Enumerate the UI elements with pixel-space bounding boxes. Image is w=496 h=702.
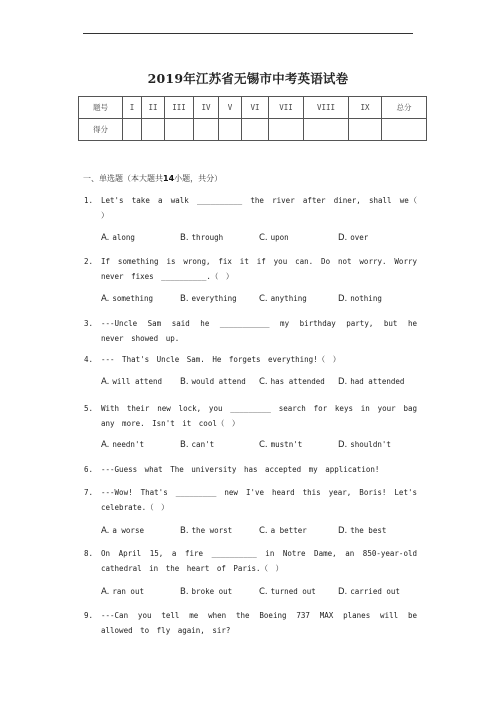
question-number: 3.: [84, 319, 94, 328]
question-3: [84, 316, 417, 346]
option-a[interactable]: A. needn't: [101, 440, 144, 450]
option-b[interactable]: B. would attend: [180, 377, 246, 387]
question-6: [84, 462, 417, 477]
score-input-cell[interactable]: [142, 119, 165, 141]
question-text: ---Wow! That's _________ new I've heard this year, Boris! Let's celebrate.（ ）: [101, 488, 417, 512]
question-text: ---Can you tell me when the Boeing 737 MAX planes will be allowed to fly again, sir?: [101, 611, 417, 635]
question-text: If something is wrong, fix it if you can. Do not worry. Worry never fixes __________.（ ）: [101, 257, 417, 281]
question-text: --- That's Uncle Sam. He forgets everything!（ ）: [101, 355, 341, 364]
question-number: 8.: [84, 549, 94, 558]
question-text: On April 15, a fire __________ in Notre Dame, an 850-year-old cathedral in the heart of Paris.（ ）: [101, 549, 417, 573]
option-d[interactable]: D. carried out: [338, 587, 400, 597]
question-7: [84, 485, 417, 515]
option-a[interactable]: A. a worse: [101, 526, 144, 536]
question-4: [84, 352, 417, 367]
question-text: Let's take a walk __________ the river after diner, shall we（ ）: [101, 196, 417, 220]
cell-part: I: [123, 97, 142, 119]
cell-part: II: [142, 97, 165, 119]
question-text: ---Guess what The university has accepted my application!: [101, 465, 380, 474]
score-input-cell[interactable]: [242, 119, 269, 141]
question-1: [84, 193, 417, 223]
question-number: 2.: [84, 257, 94, 266]
score-input-cell[interactable]: [219, 119, 242, 141]
score-input-cell[interactable]: [304, 119, 349, 141]
cell-part: VIII: [304, 97, 349, 119]
score-input-cell[interactable]: [382, 119, 427, 141]
option-a[interactable]: A. something: [101, 294, 154, 304]
score-table: [78, 96, 427, 141]
score-input-cell[interactable]: [269, 119, 304, 141]
option-b[interactable]: B. everything: [180, 294, 237, 304]
page-title: 2019年江苏省无锡市中考英语试卷: [147, 71, 349, 86]
option-d[interactable]: D. nothing: [338, 294, 382, 304]
question-text: ---Uncle Sam said he ___________ my birthday party, but he never showed up.: [101, 319, 417, 343]
option-d[interactable]: D. over: [338, 233, 369, 243]
cell-part: IV: [194, 97, 219, 119]
options-q8: [101, 587, 417, 597]
section-heading: [83, 173, 222, 184]
question-number: 7.: [84, 488, 94, 497]
cell-part: VI: [242, 97, 269, 119]
score-input-cell[interactable]: [165, 119, 194, 141]
question-8: [84, 546, 417, 576]
score-input-cell[interactable]: [123, 119, 142, 141]
options-q7: [101, 526, 417, 536]
cell-part: III: [165, 97, 194, 119]
option-c[interactable]: C. has attended: [259, 377, 325, 387]
question-number: 6.: [84, 465, 94, 474]
option-c[interactable]: C. upon: [259, 233, 289, 243]
options-q4: [101, 377, 417, 387]
section-count: 14: [163, 174, 175, 183]
options-q2: [101, 294, 417, 304]
question-number: 4.: [84, 355, 94, 364]
question-number: 9.: [84, 611, 94, 620]
cell-part: V: [219, 97, 242, 119]
options-q5: [101, 440, 417, 450]
question-2: [84, 254, 417, 284]
option-c[interactable]: C. anything: [259, 294, 307, 304]
score-input-cell[interactable]: [349, 119, 382, 141]
score-table-header-row: [79, 97, 427, 119]
cell-part: VII: [269, 97, 304, 119]
option-b[interactable]: B. through: [180, 233, 224, 243]
question-5: [84, 401, 417, 431]
option-b[interactable]: B. broke out: [180, 587, 233, 597]
cell-total: 总分: [382, 97, 427, 119]
option-c[interactable]: C. turned out: [259, 587, 316, 597]
section-prefix: 一、单选题（本大题共: [83, 174, 163, 183]
score-table-score-row: [79, 119, 427, 141]
question-number: 5.: [84, 404, 94, 413]
section-suffix: 小题，共分）: [174, 174, 223, 183]
question-number: 1.: [84, 196, 94, 205]
question-9: [84, 608, 417, 638]
cell-part: IX: [349, 97, 382, 119]
option-a[interactable]: A. ran out: [101, 587, 144, 597]
score-input-cell[interactable]: [194, 119, 219, 141]
option-d[interactable]: D. shouldn't: [338, 440, 391, 450]
question-text: With their new lock, you _________ search for keys in your bag any more. Isn't it cool（ ）: [101, 404, 417, 428]
option-a[interactable]: A. will attend: [101, 377, 163, 387]
option-d[interactable]: D. the best: [338, 526, 387, 536]
option-c[interactable]: C. mustn't: [259, 440, 303, 450]
cell-label: 题号: [79, 97, 123, 119]
option-d[interactable]: D. had attended: [338, 377, 405, 387]
options-q1: [101, 233, 417, 243]
option-b[interactable]: B. can't: [180, 440, 215, 450]
header-rule: [83, 33, 413, 34]
option-c[interactable]: C. a better: [259, 526, 307, 536]
option-b[interactable]: B. the worst: [180, 526, 233, 536]
option-a[interactable]: A. along: [101, 233, 135, 243]
cell-score-label: 得分: [79, 119, 123, 141]
